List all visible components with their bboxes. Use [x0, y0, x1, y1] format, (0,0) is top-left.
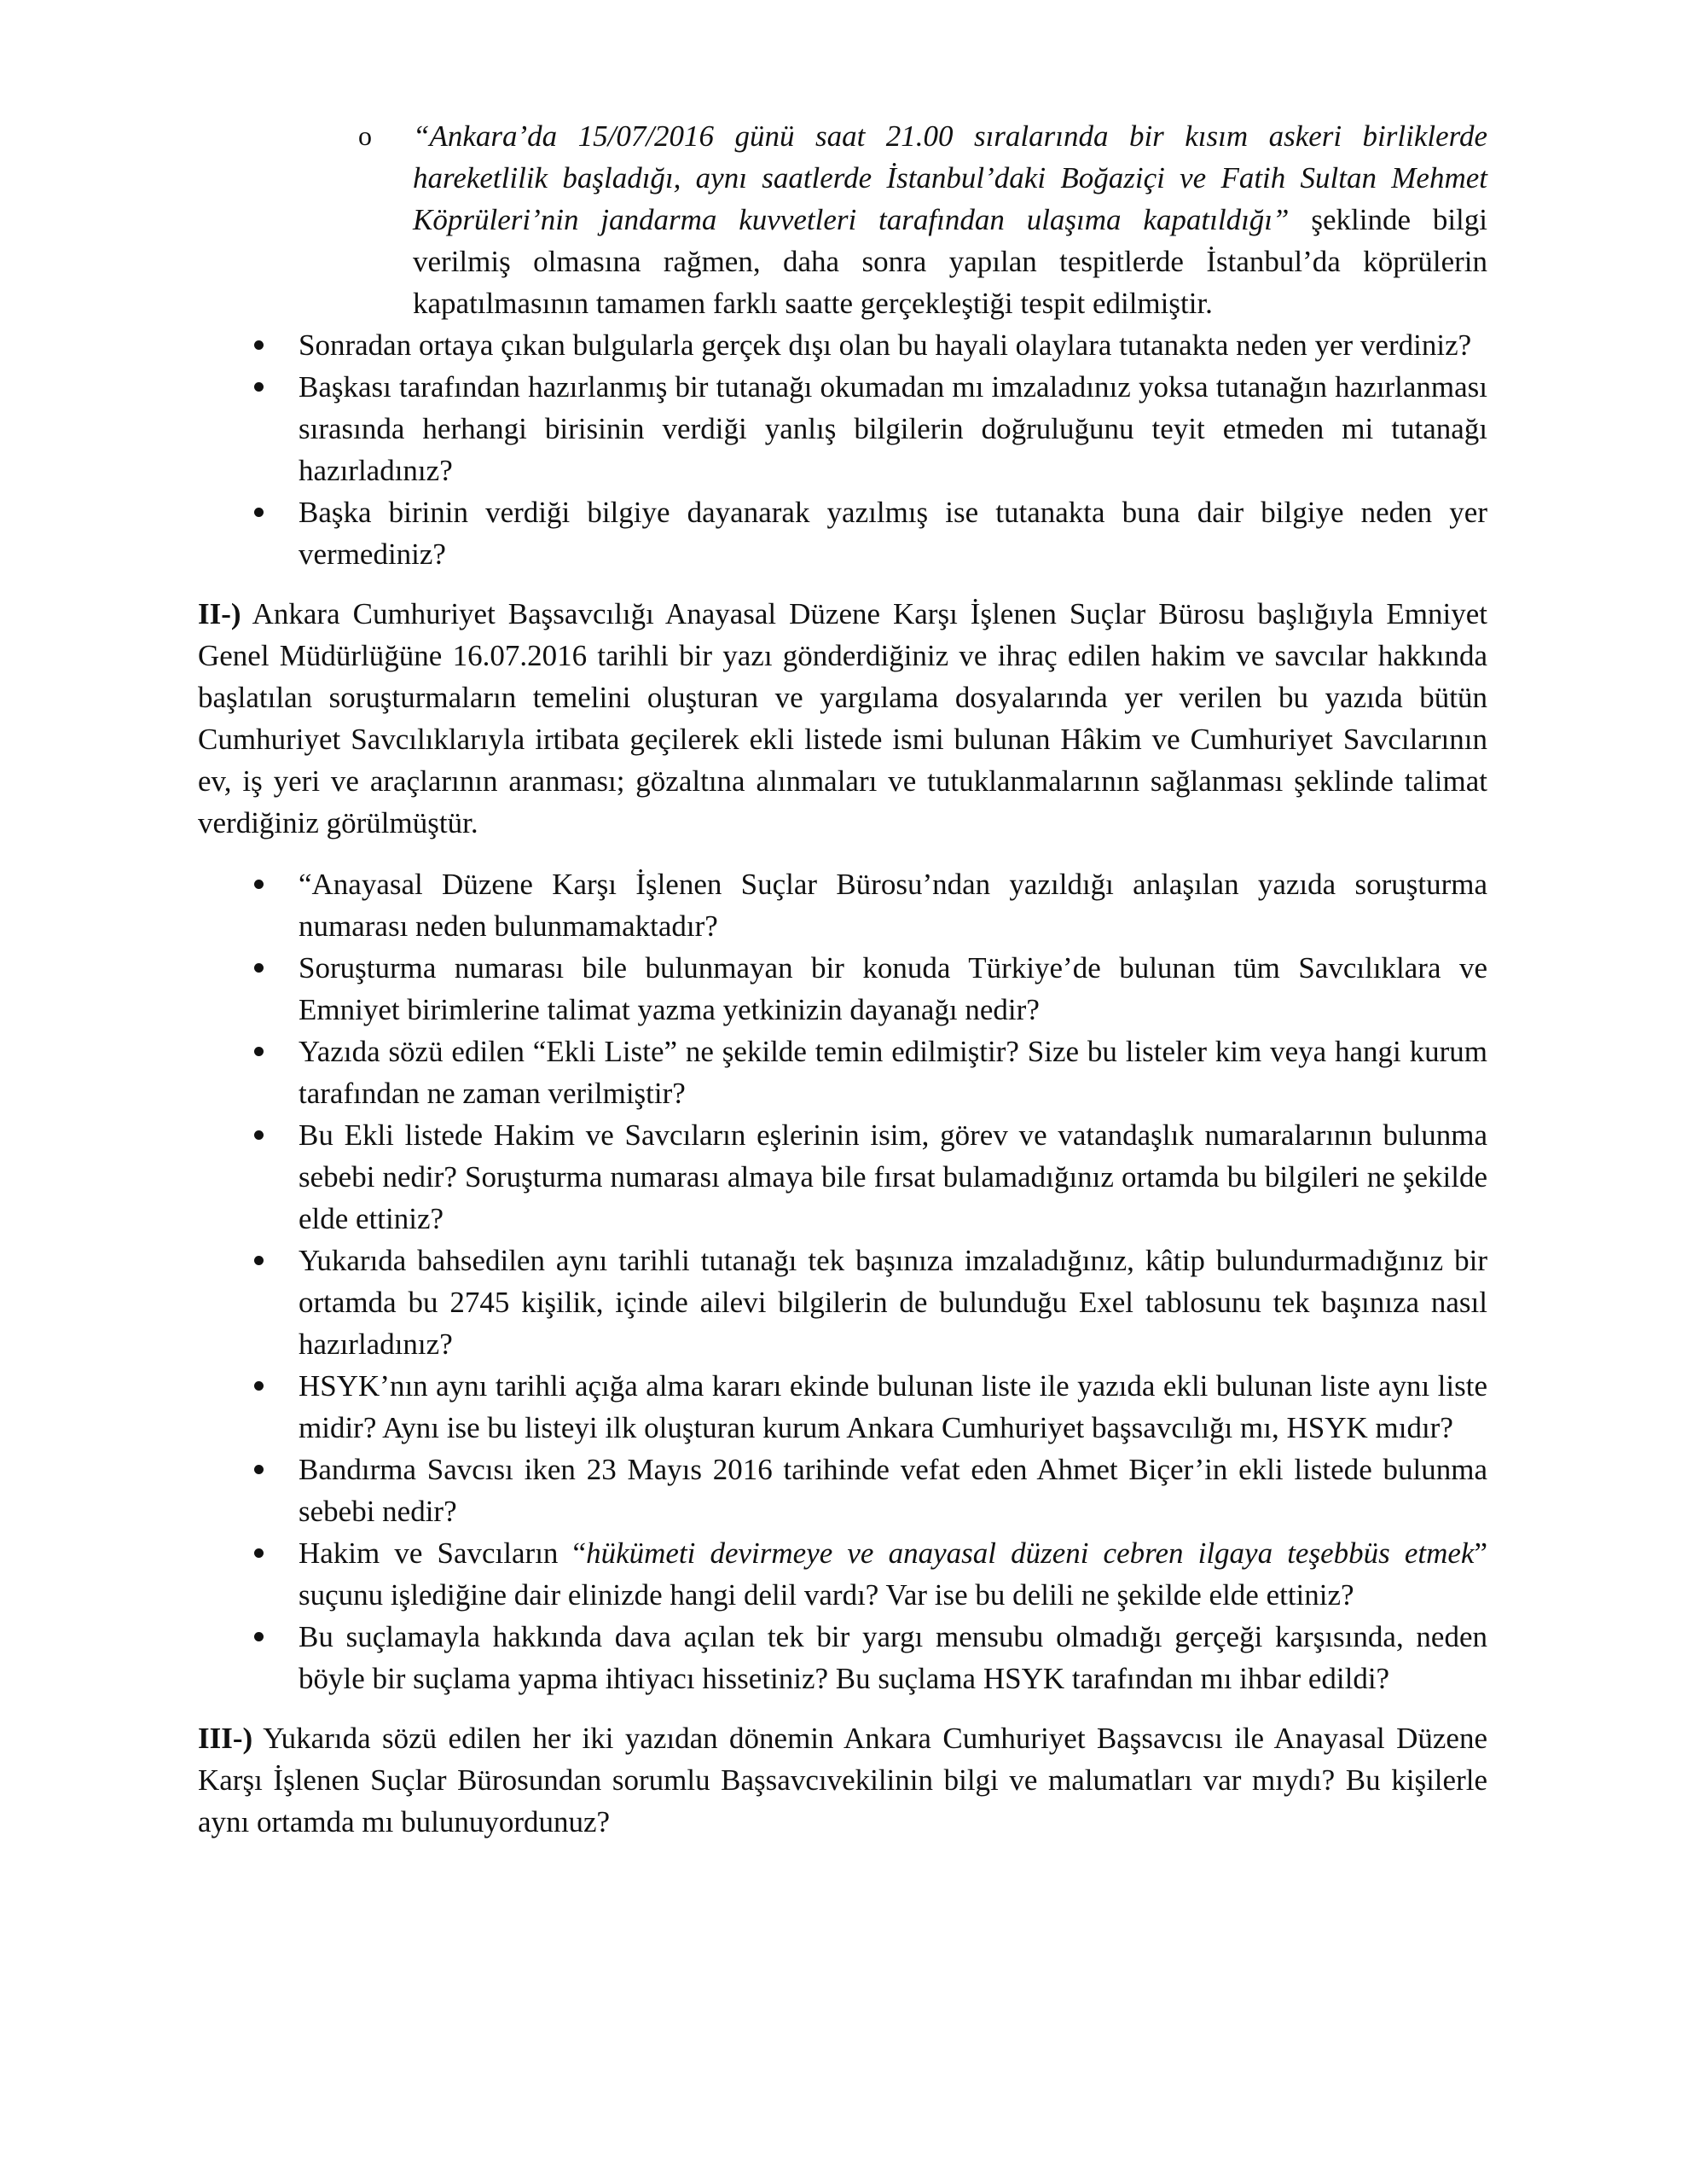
- list-item: [198, 1532, 1487, 1616]
- list-item: [198, 366, 1487, 491]
- list-item-text: Başka birinin verdiği bilgiye dayanarak yazılmış ise tutanakta buna dair bilgiye neden yer vermediniz?: [299, 496, 1487, 571]
- bullet-icon: [254, 1548, 264, 1558]
- list-item: [198, 491, 1487, 575]
- list-item-text: Yazıda sözü edilen “Ekli Liste” ne şekilde temin edilmiştir? Size bu listeler kim veya hangi kurum tarafından ne zaman verilmiştir?: [299, 1035, 1487, 1110]
- bullet-icon: [254, 382, 264, 392]
- list-item: [198, 1240, 1487, 1365]
- list-item: [198, 1449, 1487, 1532]
- list-item: [198, 863, 1487, 947]
- bullet-icon: [254, 508, 264, 517]
- list-item-text: HSYK’nın aynı tarihli açığa alma kararı ekinde bulunan liste ile yazıda ekli bulunan liste aynı liste midir? Aynı ise bu listeyi ilk oluşturan kurum Ankara Cumhuriyet başsavcılığı mı, HSYK mıdır?: [299, 1369, 1487, 1444]
- section-3-paragraph: [198, 1717, 1487, 1843]
- list-item: [198, 947, 1487, 1031]
- sub-list: [198, 115, 1487, 324]
- list-item-text: “Anayasal Düzene Karşı İşlenen Suçlar Bürosu’ndan yazıldığı anlaşılan yazıda soruşturma numarası neden bulunmamaktadır?: [299, 868, 1487, 943]
- list-item: [198, 324, 1487, 366]
- list-item-text: Yukarıda bahsedilen aynı tarihli tutanağı tek başınıza imzaladığınız, kâtip bulundurmadığınız bir ortamda bu 2745 kişilik, içinde ailevi bilgilerin de bulunduğu Exel tablosunu tek başınıza nasıl hazırladınız?: [299, 1244, 1487, 1361]
- sub-item-text: [413, 115, 1487, 324]
- section-3-text: Yukarıda sözü edilen her iki yazıdan dönemin Ankara Cumhuriyet Başsavcısı ile Anayasal Düzene Karşı İşlenen Suçlar Bürosundan sorumlu Başsavcıvekilinin bilgi ve malumatları var mıydı? Bu kişilerle aynı ortamda mı bulunuyordunuz?: [198, 1722, 1487, 1838]
- list-item-text-italic: hükümeti devirmeye ve anayasal düzeni cebren ilgaya teşebbüs etmek: [586, 1536, 1475, 1570]
- section-2-label: II-): [198, 597, 241, 630]
- sub-item-rest: şeklinde bilgi verilmiş olmasına rağmen, daha sonra yapılan tespitlerde İstanbul’da köprülerin kapatılmasının tamamen farklı saatte gerçekleştiği tespit edilmiştir.: [413, 203, 1488, 320]
- list-item-text: Bu Ekli listede Hakim ve Savcıların eşlerinin isim, görev ve vatandaşlık numaralarının bulunma sebebi nedir? Soruşturma numarası almaya bile fırsat bulamadığınız ortamda bu bilgileri ne şekilde elde ettiniz?: [299, 1118, 1487, 1235]
- bullet-icon: [254, 340, 264, 350]
- list-item-text: Bandırma Savcısı iken 23 Mayıs 2016 tarihinde vefat eden Ahmet Biçer’in ekli listede bulunma sebebi nedir?: [299, 1453, 1487, 1528]
- list-item-text: Bu suçlamayla hakkında dava açılan tek bir yargı mensubu olmadığı gerçeği karşısında, neden böyle bir suçlama yapma ihtiyacı hissetiniz? Bu suçlama HSYK tarafından mı ihbar edildi?: [299, 1620, 1487, 1695]
- bullet-icon: [254, 1047, 264, 1056]
- list-item-text-after: ” suçunu işlediğine dair elinizde hangi delil vardı? Var ise bu delili ne şekilde elde ettiniz?: [299, 1536, 1487, 1612]
- section-2-paragraph: [198, 593, 1487, 844]
- section-3-label: III-): [198, 1722, 253, 1755]
- list-item: [198, 1365, 1487, 1449]
- list-item: [198, 1114, 1487, 1240]
- list-item-text: Soruşturma numarası bile bulunmayan bir konuda Türkiye’de bulunan tüm Savcılıklara ve Emniyet birimlerine talimat yazma yetkinizin dayanağı nedir?: [299, 951, 1487, 1026]
- list-item: [198, 1616, 1487, 1699]
- section-2-text: Ankara Cumhuriyet Başsavcılığı Anayasal Düzene Karşı İşlenen Suçlar Bürosu başlığıyla Emniyet Genel Müdürlüğüne 16.07.2016 tarihli bir yazı gönderdiğiniz ve ihraç edilen hakim ve savcılar hakkında başlatılan soruşturmaların temelini oluşturan ve yargılama dosyalarında yer verilen bu yazıda bütün Cumhuriyet Savcılıklarıyla irtibata geçilerek ekli listede ismi bulunan Hâkim ve Cumhuriyet Savcılarının ev, iş yeri ve araçlarının aranması; gözaltına alınmaları ve tutuklanmalarının sağlanması şeklinde talimat verdiğiniz görülmüştür.: [198, 597, 1487, 839]
- sub-list-item: [198, 115, 1487, 324]
- list-item-text: [299, 1532, 1487, 1616]
- bullet-icon: [254, 963, 264, 973]
- bullet-icon: [254, 1465, 264, 1474]
- question-list-2: [198, 863, 1487, 1699]
- bullet-icon: [254, 880, 264, 889]
- circle-marker-icon: o: [358, 120, 372, 151]
- quoted-statement: “Ankara’da 15/07/2016 günü saat 21.00 sıralarında bir kısım askeri birliklerde hareketlilik başladığı, aynı saatlerde İstanbul’daki Boğaziçi ve Fatih Sultan Mehmet Köprüleri’nin jandarma kuvvetleri tarafından ulaşıma kapatıldığı”: [413, 119, 1487, 236]
- list-item-text: Başkası tarafından hazırlanmış bir tutanağı okumadan mı imzaladınız yoksa tutanağın hazırlanması sırasında herhangi birisinin verdiği yanlış bilgilerin doğruluğunu teyit etmeden mi tutanağı hazırladınız?: [299, 370, 1487, 487]
- bullet-icon: [254, 1381, 264, 1391]
- bullet-icon: [254, 1632, 264, 1641]
- bullet-icon: [254, 1256, 264, 1265]
- list-item: [198, 1031, 1487, 1114]
- bullet-icon: [254, 1130, 264, 1140]
- list-item-text-before: Hakim ve Savcıların “: [299, 1536, 587, 1570]
- list-item-text: Sonradan ortaya çıkan bulgularla gerçek dışı olan bu hayali olaylara tutanakta neden yer verdiniz?: [299, 328, 1472, 362]
- document-page: [198, 115, 1487, 1843]
- question-list-1: [198, 324, 1487, 575]
